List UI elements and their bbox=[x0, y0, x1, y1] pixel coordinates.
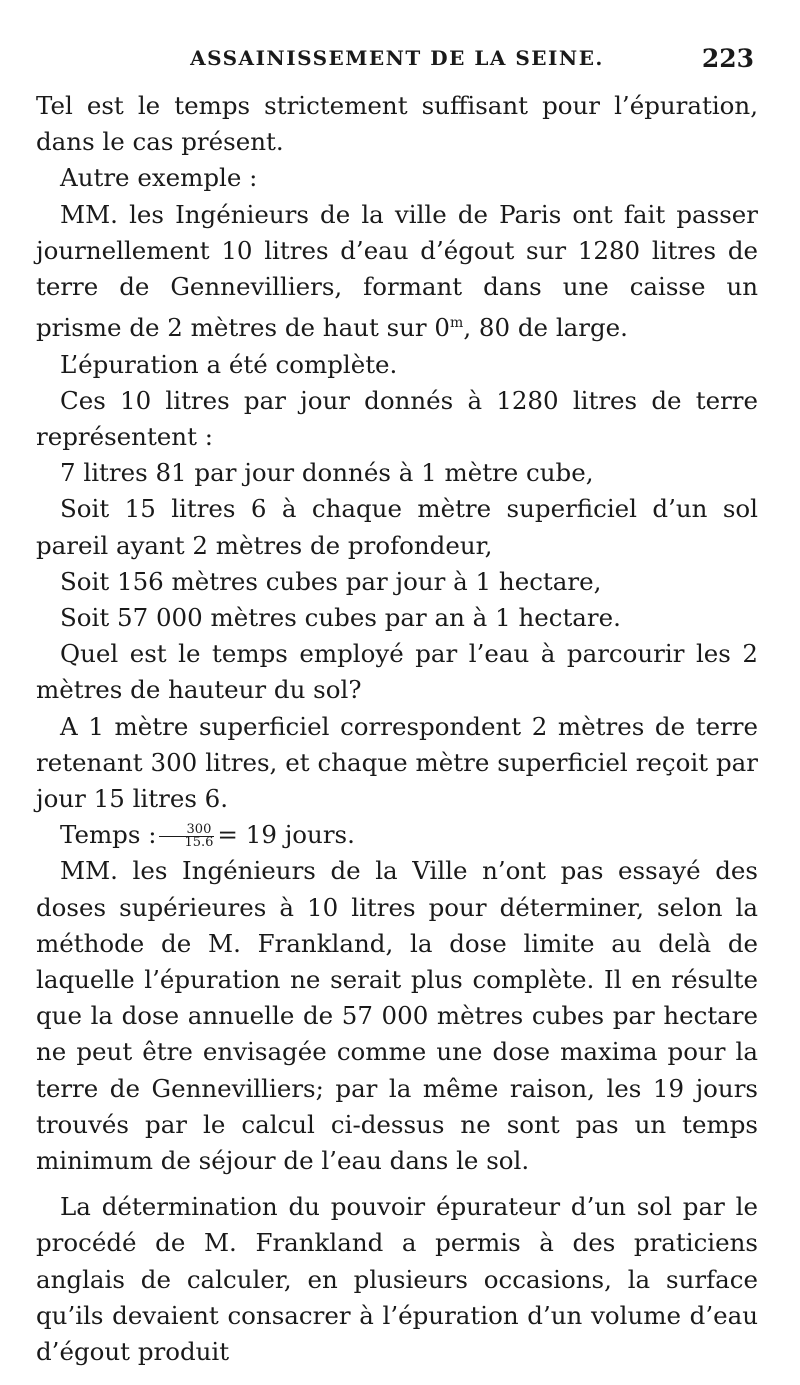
page-header bbox=[36, 40, 758, 76]
paragraph: L’épuration a été complète. bbox=[60, 349, 398, 379]
paragraph: 7 litres 81 par jour donnés à 1 mètre cube, bbox=[60, 458, 594, 488]
paragraph: A 1 mètre superficiel correspondent 2 mètres de terre retenant 300 litres, et chaque mètre superficiel reçoit par jour 15 litres 6. bbox=[36, 711, 758, 814]
fraction-denominator: 15.6 bbox=[184, 835, 214, 851]
paragraph: Tel est le temps strictement suffisant pour l’épuration, dans le cas présent. bbox=[36, 91, 758, 157]
paragraph: Soit 15 litres 6 à chaque mètre superficiel d’un sol pareil ayant 2 mètres de profondeur, bbox=[36, 494, 758, 560]
body-text bbox=[36, 88, 758, 1370]
formula-result: = 19 jours. bbox=[217, 820, 355, 850]
paragraph: Autre exemple : bbox=[60, 163, 258, 193]
paragraph: Soit 156 mètres cubes par jour à 1 hectare, bbox=[60, 566, 602, 596]
paragraph bbox=[36, 197, 758, 347]
formula-label: Temps : bbox=[60, 820, 157, 850]
running-title: ASSAINISSEMENT DE LA SEINE. bbox=[190, 46, 604, 70]
paragraph: Ces 10 litres par jour donnés à 1280 litres de terre représentent : bbox=[36, 385, 758, 451]
formula-line bbox=[36, 817, 758, 853]
paragraph-tail: , 80 de large. bbox=[463, 313, 628, 343]
fraction-numerator: 300 bbox=[159, 824, 214, 837]
fraction bbox=[159, 824, 214, 849]
paragraph: Soit 57 000 mètres cubes par an à 1 hectare. bbox=[60, 603, 621, 632]
paragraph: MM. les Ingénieurs de la Ville n’ont pas essayé des doses supérieures à 10 litres pour déterminer, selon la méthode de M. Frankland, la dose limite au delà de laquelle l’épuration ne serait plus complète. Il en résulte que la dose annuelle de 57 000 mètres cubes par hectare ne peut être envisagée comme une dose maxima pour la terre de Gennevilliers; par la même raison, les 19 jours trouvés par le calcul ci-dessus ne sont pas un temps minimum de séjour de l’eau dans le sol. bbox=[36, 856, 758, 1176]
paragraph: Quel est le temps employé par l’eau à parcourir les 2 mètres de hauteur du sol? bbox=[36, 639, 758, 705]
paragraph: La détermination du pouvoir épurateur d’un sol par le procédé de M. Frankland a permis à des praticiens anglais de calculer, en plusieurs occasions, la surface qu’ils devaient consacrer à l’épuration d’un volume d’eau d’égout produit bbox=[36, 1192, 758, 1367]
page-number: 223 bbox=[701, 44, 754, 73]
paragraph-text: MM. les Ingénieurs de la ville de Paris ont fait passer journellement 10 litres d’eau d’égout sur 1280 litres de terre de Gennevilliers, formant dans une caisse un prisme de 2 mètres de haut sur 0 bbox=[36, 199, 758, 343]
meter-superscript: m bbox=[450, 315, 464, 332]
